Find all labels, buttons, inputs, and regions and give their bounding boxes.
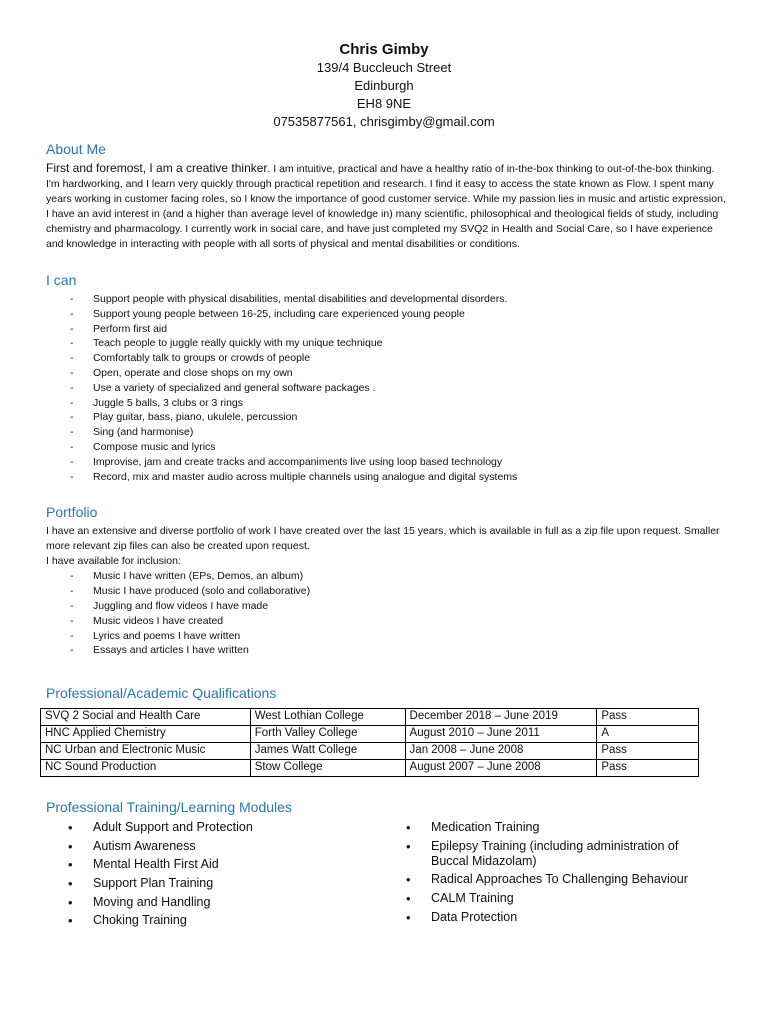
resume-header bbox=[0, 40, 768, 131]
qualification-dates: August 2007 – June 2008 bbox=[405, 760, 597, 777]
qualification-dates: Jan 2008 – June 2008 bbox=[405, 743, 597, 760]
about-lead: First and foremost, I am a creative thinker bbox=[46, 161, 268, 175]
list-item: - Record, mix and master audio across multiple channels using analogue and digital systems bbox=[46, 470, 768, 485]
list-item: - Compose music and lyrics bbox=[46, 440, 768, 455]
table-row bbox=[41, 743, 699, 760]
list-item: • Choking Training bbox=[68, 913, 368, 928]
list-item: • Moving and Handling bbox=[68, 895, 368, 910]
ican-title: I can bbox=[46, 272, 77, 288]
list-item: - Improvise, jam and create tracks and accompaniments live using loop based technology bbox=[46, 455, 768, 470]
list-item: - Music videos I have created bbox=[46, 614, 768, 629]
list-item: - Open, operate and close shops on my own bbox=[46, 366, 768, 381]
list-item: • Adult Support and Protection bbox=[68, 820, 368, 835]
about-paragraph bbox=[46, 161, 726, 252]
training-list-left bbox=[68, 820, 368, 932]
portfolio-intro: I have an extensive and diverse portfolio of work I have created over the last 15 years, which is available in full as a zip file upon request. Smaller more relevant zip files can also be created upon request. bbox=[46, 525, 720, 553]
about-title: About Me bbox=[46, 141, 106, 157]
list-item: - Music I have written (EPs, Demos, an album) bbox=[46, 569, 768, 584]
qualification-result: Pass bbox=[597, 709, 699, 726]
qualification-institution: West Lothian College bbox=[250, 709, 405, 726]
qualification-name: NC Sound Production bbox=[41, 760, 251, 777]
list-item: - Comfortably talk to groups or crowds of people bbox=[46, 351, 768, 366]
list-item: • Mental Health First Aid bbox=[68, 857, 368, 872]
qualification-institution: Stow College bbox=[250, 760, 405, 777]
training-list-right bbox=[406, 820, 706, 928]
list-item: • CALM Training bbox=[406, 891, 706, 906]
ican-list bbox=[46, 292, 768, 484]
qualification-result: A bbox=[597, 726, 699, 743]
portfolio-available: I have available for inclusion: bbox=[46, 555, 181, 568]
table-row bbox=[41, 760, 699, 777]
qualification-dates: August 2010 – June 2011 bbox=[405, 726, 597, 743]
contact-line: 07535877561, chrisgimby@gmail.com bbox=[273, 114, 495, 129]
address-city: Edinburgh bbox=[354, 78, 414, 93]
list-item: - Perform first aid bbox=[46, 322, 768, 337]
list-item: - Use a variety of specialized and general software packages . bbox=[46, 381, 768, 396]
portfolio-title: Portfolio bbox=[46, 504, 98, 521]
list-item: - Essays and articles I have written bbox=[46, 643, 768, 658]
address-street: 139/4 Buccleuch Street bbox=[316, 60, 452, 75]
qualifications-title: Professional/Academic Qualifications bbox=[46, 685, 277, 701]
list-item: - Lyrics and poems I have written bbox=[46, 629, 768, 644]
qualification-name: SVQ 2 Social and Health Care bbox=[41, 709, 251, 726]
list-item: - Play guitar, bass, piano, ukulele, percussion bbox=[46, 410, 768, 425]
list-item: - Support people with physical disabilities, mental disabilities and developmental disorders. bbox=[46, 292, 768, 307]
list-item: - Sing (and harmonise) bbox=[46, 425, 768, 440]
table-row bbox=[41, 726, 699, 743]
candidate-name: Chris Gimby bbox=[339, 41, 429, 58]
training-title: Professional Training/Learning Modules bbox=[46, 799, 292, 815]
list-item: - Juggling and flow videos I have made bbox=[46, 599, 768, 614]
table-row bbox=[41, 709, 699, 726]
list-item: - Music I have produced (solo and collaborative) bbox=[46, 584, 768, 599]
list-item: - Support young people between 16-25, including care experienced young people bbox=[46, 307, 768, 322]
list-item: • Radical Approaches To Challenging Behaviour bbox=[406, 872, 706, 887]
portfolio-list bbox=[46, 569, 768, 658]
list-item: • Support Plan Training bbox=[68, 876, 368, 891]
list-item: - Teach people to juggle really quickly with my unique technique bbox=[46, 336, 768, 351]
list-item: • Data Protection bbox=[406, 910, 706, 925]
qualification-result: Pass bbox=[597, 743, 699, 760]
about-body: . I am intuitive, practical and have a healthy ratio of in-the-box thinking to out-of-the-box thinking. I'm hardworking, and I learn very quickly through practical repetition and research. I find it easy to access the state known as Flow. I spent many years working in customer facing roles, so I know the importance of good customer service. While my passion lies in music and artistic expression, I have an avid interest in (and a higher than average level of knowledge in) many scientific, philosophical and theological fields of study, including chemistry and pharmacology. I currently work in social care, and have just completed my SVQ2 in Health and Social Care, so I have experience and knowledge in interacting with people with all sorts of physical and mental disabilities or conditions. bbox=[46, 163, 726, 250]
list-item: • Medication Training bbox=[406, 820, 706, 835]
qualification-result: Pass bbox=[597, 760, 699, 777]
address-postcode: EH8 9NE bbox=[356, 96, 412, 111]
qualifications-table bbox=[40, 708, 699, 777]
qualification-name: NC Urban and Electronic Music bbox=[41, 743, 251, 760]
list-item: • Autism Awareness bbox=[68, 839, 368, 854]
list-item: • Epilepsy Training (including administration of Buccal Midazolam) bbox=[406, 839, 706, 869]
qualification-name: HNC Applied Chemistry bbox=[41, 726, 251, 743]
list-item: - Juggle 5 balls, 3 clubs or 3 rings bbox=[46, 396, 768, 411]
qualification-institution: James Watt College bbox=[250, 743, 405, 760]
qualification-dates: December 2018 – June 2019 bbox=[405, 709, 597, 726]
qualification-institution: Forth Valley College bbox=[250, 726, 405, 743]
